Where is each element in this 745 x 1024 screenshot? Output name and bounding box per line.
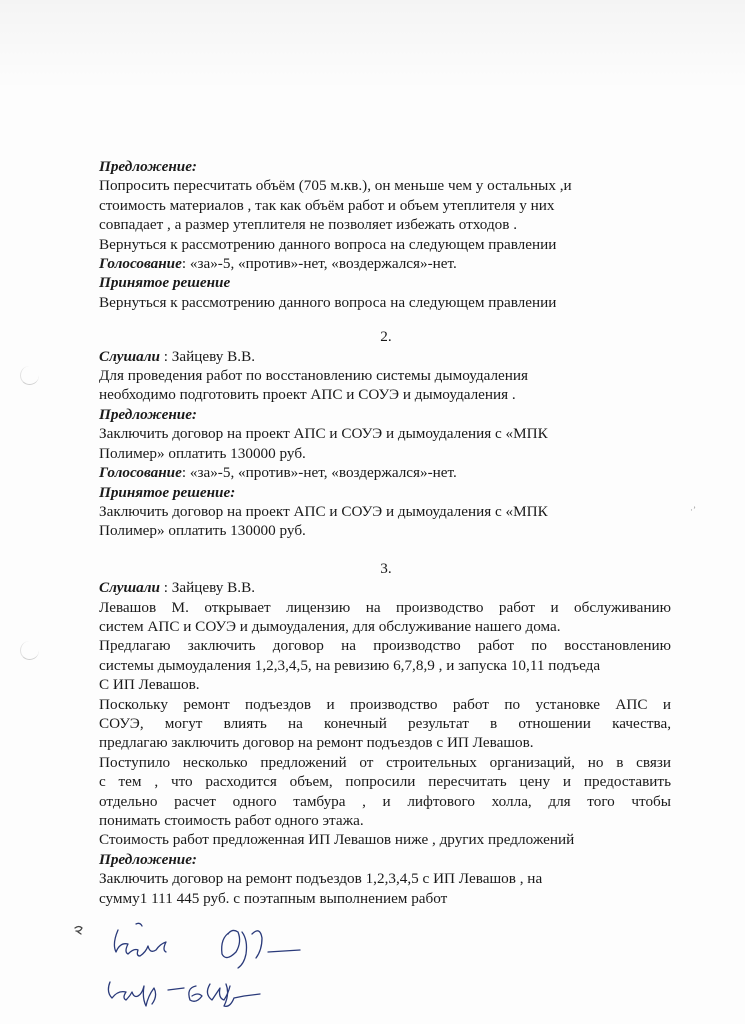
text-line: Заключить договор на проект АПС и СОУЭ и дымоудаления с «МПК [99, 425, 548, 443]
text-line: системы дымоудаления 1,2,3,4,5, на ревизию 6,7,8,9 , и запуска 10,11 подъеда [99, 656, 601, 674]
proposal-heading: Предложение: [99, 850, 197, 868]
vote-line [99, 463, 671, 482]
decision-heading: Принятое решение [99, 274, 231, 292]
vote-result: : «за»-5, «против»-нет, «воздержался»-нет. [181, 255, 457, 273]
section-number: 3. [380, 559, 392, 577]
text-line: сумму1 111 445 руб. с поэтапным выполнением работ [99, 889, 448, 907]
document-body [99, 157, 671, 908]
text-line: Заключить договор на проект АПС и СОУЭ и дымоудаления с «МПК [99, 502, 548, 520]
decision-heading: Принятое решение: [99, 483, 236, 501]
punch-hole-mark [20, 366, 39, 385]
text-line: Попросить пересчитать объём (705 м.кв.), он меньше чем у остальных ,и [99, 177, 572, 195]
text-line: Предлагаю заключить договор на производство работ по восстановлению [99, 637, 671, 655]
text-line: Заключить договор на ремонт подъездов 1,2,3,4,5 с ИП Левашов , на [99, 870, 543, 888]
text-line: понимать стоимость работ одного этажа. [99, 812, 364, 829]
text-line: Поскольку ремонт подъездов и производство работ по установке АПС и [99, 695, 671, 713]
text-line: Левашов М. открывает лицензию на производство работ и обслуживанию [99, 598, 671, 616]
spacer [99, 541, 671, 559]
heard-line [99, 347, 671, 366]
text-line: с тем , что расходится объем, попросили пересчитать цену и предоставить [99, 773, 671, 791]
text-line: С ИП Левашов. [99, 676, 200, 694]
scan-shadow [0, 0, 745, 90]
scan-speck: ·’ [690, 505, 696, 515]
text-line: стоимость материалов , так как объём работ и объем утеплителя у них [99, 196, 555, 214]
text-line: Для проведения работ по восстановлению системы дымоудаления [99, 367, 529, 385]
heard-heading: Слушали [99, 347, 160, 365]
heard-line [99, 578, 671, 597]
vote-heading: Голосование [99, 464, 182, 482]
handwritten-signatures [70, 920, 320, 1020]
text-line: Вернуться к рассмотрению данного вопроса на следующем правлении [99, 235, 557, 253]
text-line: Стоимость работ предложенная ИП Левашов ниже , других предложений [99, 831, 575, 849]
text-line: совпадает , а размер утеплителя не позволяет избежать отходов . [99, 216, 518, 234]
text-line: систем АПС и СОУЭ и дымоудаления, для обслуживание нашего дома. [99, 617, 561, 635]
spacer [99, 312, 671, 327]
text-line: необходимо подготовить проект АПС и СОУЭ и дымоудаления . [99, 386, 516, 404]
text-line: Полимер» оплатить 130000 руб. [99, 522, 306, 540]
text-line: СОУЭ, могут влиять на конечный результат в отношении качества, [99, 714, 671, 732]
vote-line [99, 254, 671, 273]
heard-heading: Слушали [99, 579, 160, 597]
vote-heading: Голосование [99, 255, 182, 273]
text-line: предлагаю заключить договор на ремонт подъездов с ИП Левашов. [99, 734, 534, 752]
text-line: Вернуться к рассмотрению данного вопроса на следующем правлении [99, 293, 557, 311]
text-line: отдельно расчет одного тамбура , и лифтового холла, для того чтобы [99, 792, 671, 810]
punch-hole-mark [20, 641, 39, 660]
heard-name: : Зайцеву В.В. [159, 579, 256, 597]
vote-result: : «за»-5, «против»-нет, «воздержался»-нет. [181, 464, 457, 482]
text-line: Полимер» оплатить 130000 руб. [99, 444, 306, 462]
proposal-heading: Предложение: [99, 158, 197, 175]
text-line: Поступило несколько предложений от строительных организаций, но в связи [99, 753, 671, 771]
section-number: 2. [380, 328, 392, 346]
proposal-heading: Предложение: [99, 405, 197, 423]
heard-name: : Зайцеву В.В. [159, 347, 256, 365]
